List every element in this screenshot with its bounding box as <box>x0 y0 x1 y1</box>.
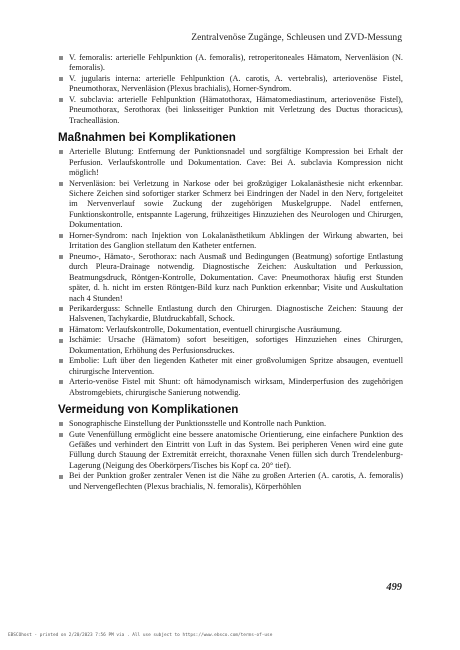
list-item: Gute Venenfüllung ermöglicht eine bessere anatomische Orientierung, eine einfachere Punktion des Gefäßes und verhindert den Eintritt von Luft in das System. Bei peripheren Venen wird eine gute Füllung durch Stauung der Extremität erreicht, thoraxnahe Venen füllen sich durch Trendelenburg-Lagerung (Neigung des Oberkörpers/Tisches bis Kopf ca. 20° tief). <box>58 430 403 472</box>
list-item: V. femoralis: arterielle Fehlpunktion (A. femoralis), retroperitoneales Hämatom, Nervenläsion (N. femoralis). <box>58 53 403 74</box>
list-item: Pneumo-, Hämato-, Serothorax: nach Ausmaß und Bedingungen (Beatmung) sofortige Entlastung durch Pleura-Drainage notwendig. Diagnostische Zeichen: Auskultation und Perkussion, Beatmungsdruck, Röntgen-Kontrolle, Dokumentation. Cave: Pneumothorax häufig erst Stunden später, d. h. nicht im ersten Röntgen-Bild kurz nach Punktion erkennbar; Visite und Auskultation nach 4 Stunden! <box>58 252 403 304</box>
massnahmen-list <box>58 147 403 398</box>
vermeidung-list <box>58 419 403 492</box>
list-item: Bei der Punktion großer zentraler Venen ist die Nähe zu großen Arterien (A. carotis, A. femoralis) und Nervengeflechten (Plexus brachialis, N. femoralis), Körperhöhlen <box>58 471 403 492</box>
list-item: Ischämie: Ursache (Hämatom) sofort beseitigen, sofortiges Hinzuziehen eines Chirurgen, Dokumentation, Erhöhung des Perfusionsdruckes. <box>58 335 403 356</box>
list-item: Arterio-venöse Fistel mit Shunt: oft hämodynamisch wirksam, Minderperfusion des zugehörigen Abstromgebiets, chirurgische Sanierung notwendig. <box>58 377 403 398</box>
page-content <box>58 53 403 492</box>
list-item: Nervenläsion: bei Verletzung in Narkose oder bei großzügiger Lokalanästhesie nicht erkennbar. Sichere Zeichen sind sofortiger starker Schmerz bei Eindringen der Nadel in den Nerv, fortgeleitet im Nervenverlauf sowie Zuckung der zugehörigen Muskelgruppe. Nadel entfernen, Funktionskontrolle, entspannte Lagerung, frühzeitiges Hinzuziehen des Neurologen und Chirurgen, Dokumentation. <box>58 179 403 231</box>
list-item: Perikarderguss: Schnelle Entlastung durch den Chirurgen. Diagnostische Zeichen: Stauung der Halsvenen, Tachykardie, Blutdruckabfall, Schock. <box>58 304 403 325</box>
list-item: V. jugularis interna: arterielle Fehlpunktion (A. carotis, A. vertebralis), arteriovenöse Fistel, Pneumothorax, Nervenläsion (Plexus brachialis), Horner-Syndrom. <box>58 74 403 95</box>
list-item: Horner-Syndrom: nach Injektion von Lokalanästhetikum Abklingen der Wirkung abwarten, bei Irritation des Ganglion stellatum den Katheter entfernen. <box>58 231 403 252</box>
list-item: Sonographische Einstellung der Punktionsstelle und Kontrolle nach Punktion. <box>58 419 403 429</box>
list-item: Embolie: Luft über den liegenden Katheter mit einer großvolumigen Spritze absaugen, eventuell chirurgische Intervention. <box>58 356 403 377</box>
section-heading-vermeidung: Vermeidung von Komplikationen <box>58 403 239 417</box>
running-head: Zentralvenöse Zugänge, Schleusen und ZVD-Messung <box>191 32 402 43</box>
list-item: Arterielle Blutung: Entfernung der Punktionsnadel und sorgfältige Kompression bei Erhalt der Perfusion. Verlaufskontrolle und Dokumentation. Cave: Bei A. subclavia Kompression nicht möglich! <box>58 147 403 178</box>
list-item: Hämatom: Verlaufskontrolle, Dokumentation, eventuell chirurgische Ausräumung. <box>58 325 403 335</box>
footer-watermark: EBSCOhost - printed on 2/20/2023 7:56 PM via . All use subject to https://www.ebsco.com/terms-of-use <box>8 633 273 638</box>
intro-list <box>58 53 403 126</box>
section-heading-massnahmen: Maßnahmen bei Komplikationen <box>58 131 236 145</box>
list-item: V. subclavia: arterielle Fehlpunktion (Hämatothorax, Hämatomediastinum, arteriovenöse Fistel), Pneumothorax, Serothorax (bei linksseitiger Punktion mit Verletzung des Ductus thoracicus), Trachealläsion. <box>58 95 403 126</box>
page-number: 499 <box>386 582 402 593</box>
